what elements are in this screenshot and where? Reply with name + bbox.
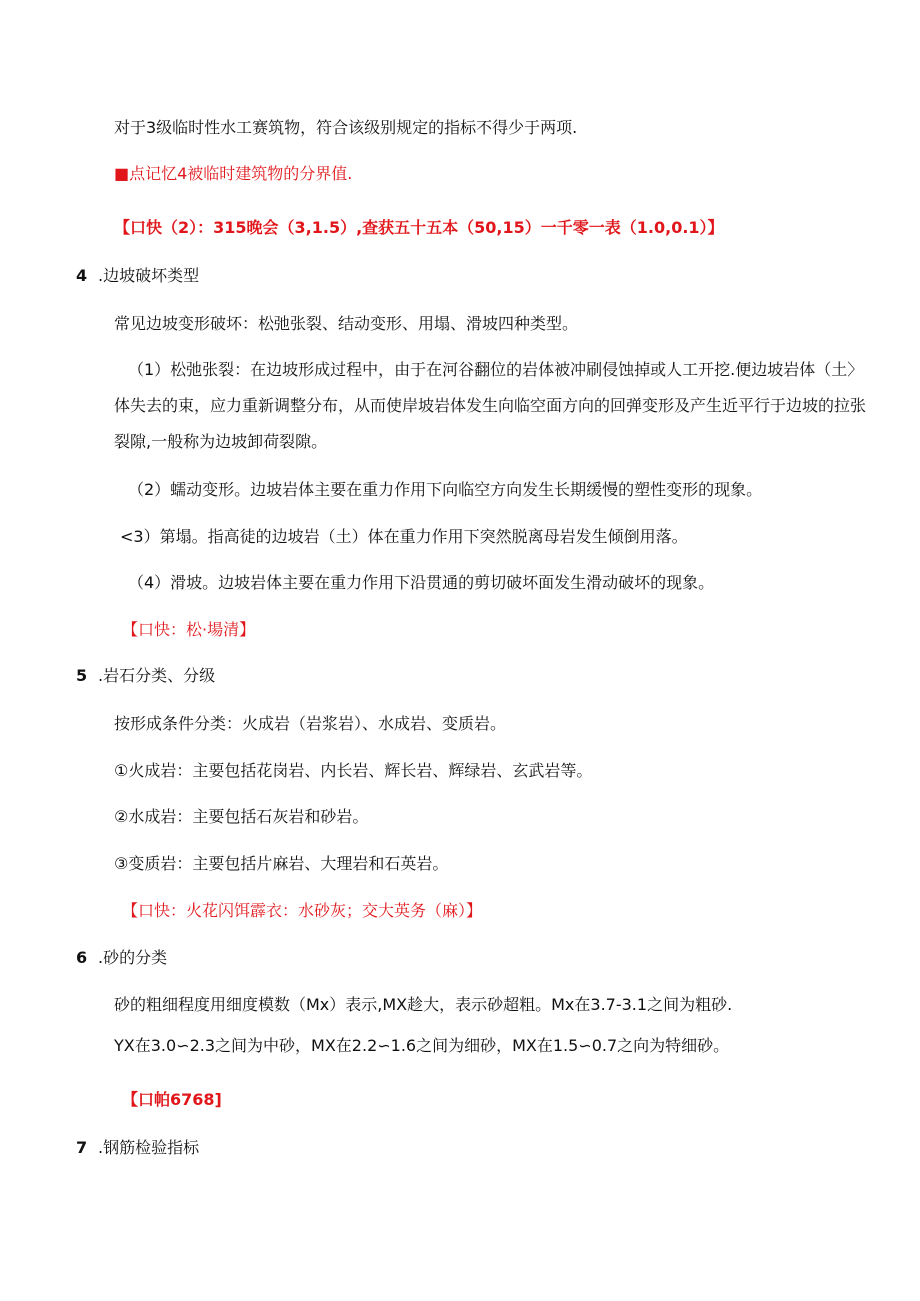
section-4-item-3: <3）第塌。指高徒的边坡岩（土）体在重力作用下突然脱离母岩发生倾倒用落。 [120, 527, 688, 546]
mnemonic-section-4: 【口快：松·場清】 [122, 620, 256, 639]
section-5-item-3: ③变质岩：主要包括片麻岩、大理岩和石英岩。 [114, 854, 449, 873]
mnemonic-section-5: 【口快：火花闪饵霹衣：水砂灰；交大英务（麻）】 [122, 901, 483, 920]
section-number: 5 [76, 666, 88, 685]
section-4-item-2: （2）蠕动变形。边坡岩体主要在重力作用下向临空方向发生长期缓慢的塑性变形的现象。 [128, 480, 763, 499]
section-number: 7 [76, 1138, 88, 1157]
section-number: 4 [76, 266, 88, 285]
section-6-heading [76, 946, 167, 970]
section-5-item-2: ②水成岩：主要包括石灰岩和砂岩。 [114, 807, 369, 826]
section-title: .边坡破坏类型 [98, 266, 200, 285]
section-title: .砂的分类 [98, 948, 168, 967]
section-4-summary: 常见边坡变形破坏：松弛张裂、结动变形、用塌、滑坡四种类型。 [114, 314, 579, 333]
section-title: .钢筋检验指标 [98, 1138, 200, 1157]
intro-line: 对于3级临时性水工赛筑物，符合该级别规定的指标不得少于两项. [114, 118, 578, 137]
mnemonic-section-6: 【口帕6768] [122, 1090, 222, 1109]
section-7-heading [76, 1136, 199, 1160]
mnemonic-intro: 【口快（2）：315晚会（3,1.5）,查获五十五本（50,15）一千零一表（1.0,0.1）】 [114, 218, 724, 237]
section-4-item-1: （1）松弛张裂：在边坡形成过程中，由于在河谷翻位的岩体被冲刷侵蚀掉或人工开挖.便边坡岩体（土〉体失去的束，应力重新调整分布，从而使岸坡岩体发生向临空面方向的回弹变形及产生近平行于边坡的拉张裂隙,一般称为边坡卸荷裂隙。 [114, 360, 867, 451]
section-5-summary: 按形成条件分类：火成岩（岩浆岩）、水成岩、变质岩。 [114, 714, 507, 733]
section-4-heading [76, 264, 199, 288]
section-title: .岩石分类、分级 [98, 666, 216, 685]
section-6-line-2: YX在3.0∽2.3之间为中砂，MX在2.2∽1.6之间为细砂，MX在1.5∽0.7之向为特细砂。 [114, 1036, 730, 1055]
section-5-heading [76, 664, 215, 688]
section-4-item-4: （4）滑坡。边坡岩体主要在重力作用下沿贯通的剪切破坏面发生滑动破坏的现象。 [128, 573, 715, 592]
section-number: 6 [76, 948, 88, 967]
section-6-line-1: 砂的粗细程度用细度模数（Mx）表示,MX趁大，表示砂超粗。Mx在3.7-3.1之间为粗砂. [114, 995, 733, 1014]
section-5-item-1: ①火成岩：主要包括花岗岩、内长岩、辉长岩、辉绿岩、玄武岩等。 [114, 761, 593, 780]
memo-note: ■点记忆4被临时建筑物的分界值. [114, 164, 353, 183]
